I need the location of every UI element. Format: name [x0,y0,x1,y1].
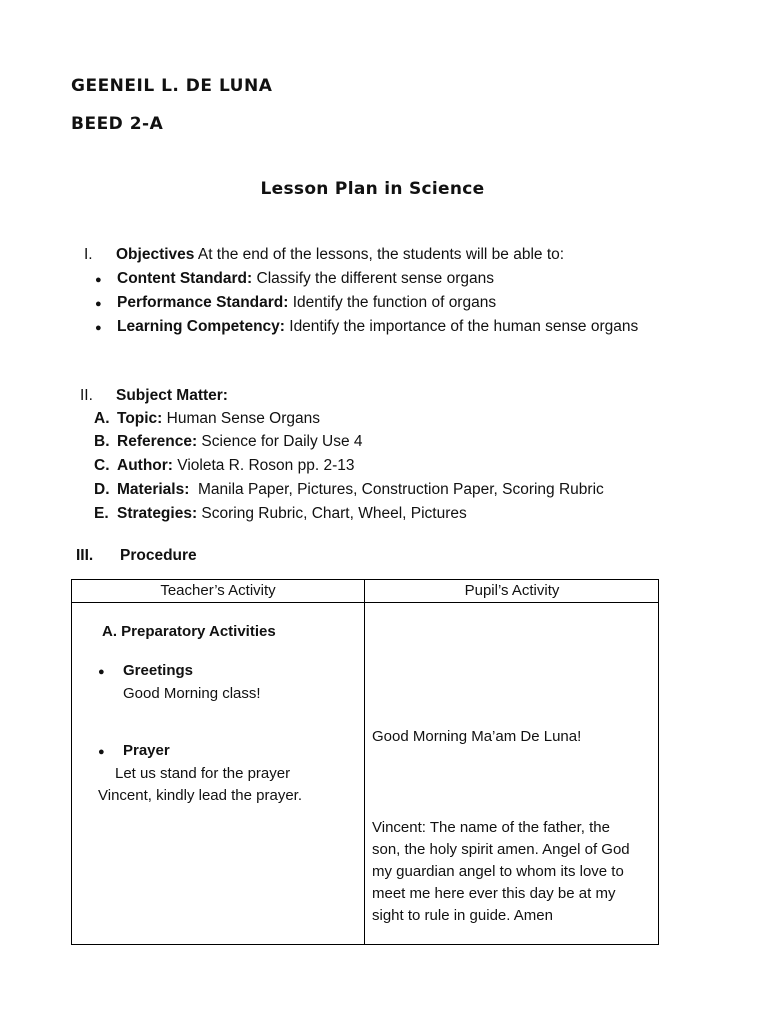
greetings-label: Greetings [123,662,194,679]
subject-item: E. Strategies: Scoring Rubric, Chart, Wheel, Pictures [94,505,467,522]
bullet-icon: ● [95,274,102,286]
bullet-icon: ● [95,322,102,334]
preparatory-activities-heading: A. Preparatory Activities [102,623,276,640]
bullet-icon: ● [98,746,105,758]
pupil-prayer-line: meet me here ever this day be at my [372,885,616,902]
table-divider [364,580,365,944]
prayer-line: Let us stand for the prayer [115,765,291,782]
subject-matter-heading [80,387,228,405]
subject-item: A. Topic: Human Sense Organs [94,410,321,427]
objective-item: Content Standard: Classify the different sense organs [117,270,495,287]
author-name: GEENEIL L. DE LUNA [71,76,273,96]
procedure-label: Procedure [120,547,197,564]
procedure-numeral: III. [76,547,94,564]
table-header-divider [72,602,658,603]
teacher-column-header: Teacher’s Activity [160,582,276,599]
objectives-numeral: I. [84,246,93,263]
bullet-icon: ● [98,666,105,678]
subject-item: C. Author: Violeta R. Roson pp. 2-13 [94,457,355,474]
activity-table [71,579,659,945]
document-title: Lesson Plan in Science [260,179,485,199]
pupil-prayer-line: my guardian angel to whom its love to [372,863,624,880]
prayer-line: Vincent, kindly lead the prayer. [98,787,303,804]
objectives-heading [84,246,564,264]
procedure-heading [76,547,197,565]
bullet-icon: ● [95,298,102,310]
pupil-greeting: Good Morning Ma’am De Luna! [372,728,582,745]
objectives-text: At the end of the lessons, the students will be able to: [194,246,565,263]
prayer-label: Prayer [123,742,170,759]
subject-item: D. Materials: Manila Paper, Pictures, Construction Paper, Scoring Rubric [94,481,604,498]
pupil-prayer-line: son, the holy spirit amen. Angel of God [372,841,630,858]
subject-matter-numeral: II. [80,387,93,404]
objective-item: Learning Competency: Identify the importance of the human sense organs [117,318,639,335]
course-section: BEED 2-A [71,114,164,134]
pupil-prayer-line: Vincent: The name of the father, the [372,819,610,836]
objective-item: Performance Standard: Identify the function of organs [117,294,497,311]
objectives-label: Objectives [116,246,195,263]
pupil-prayer-line: sight to rule in guide. Amen [372,907,553,924]
subject-item: B. Reference: Science for Daily Use 4 [94,433,363,450]
pupil-column-header: Pupil’s Activity [464,582,560,599]
greetings-text: Good Morning class! [123,685,261,702]
subject-matter-label: Subject Matter: [116,387,228,404]
